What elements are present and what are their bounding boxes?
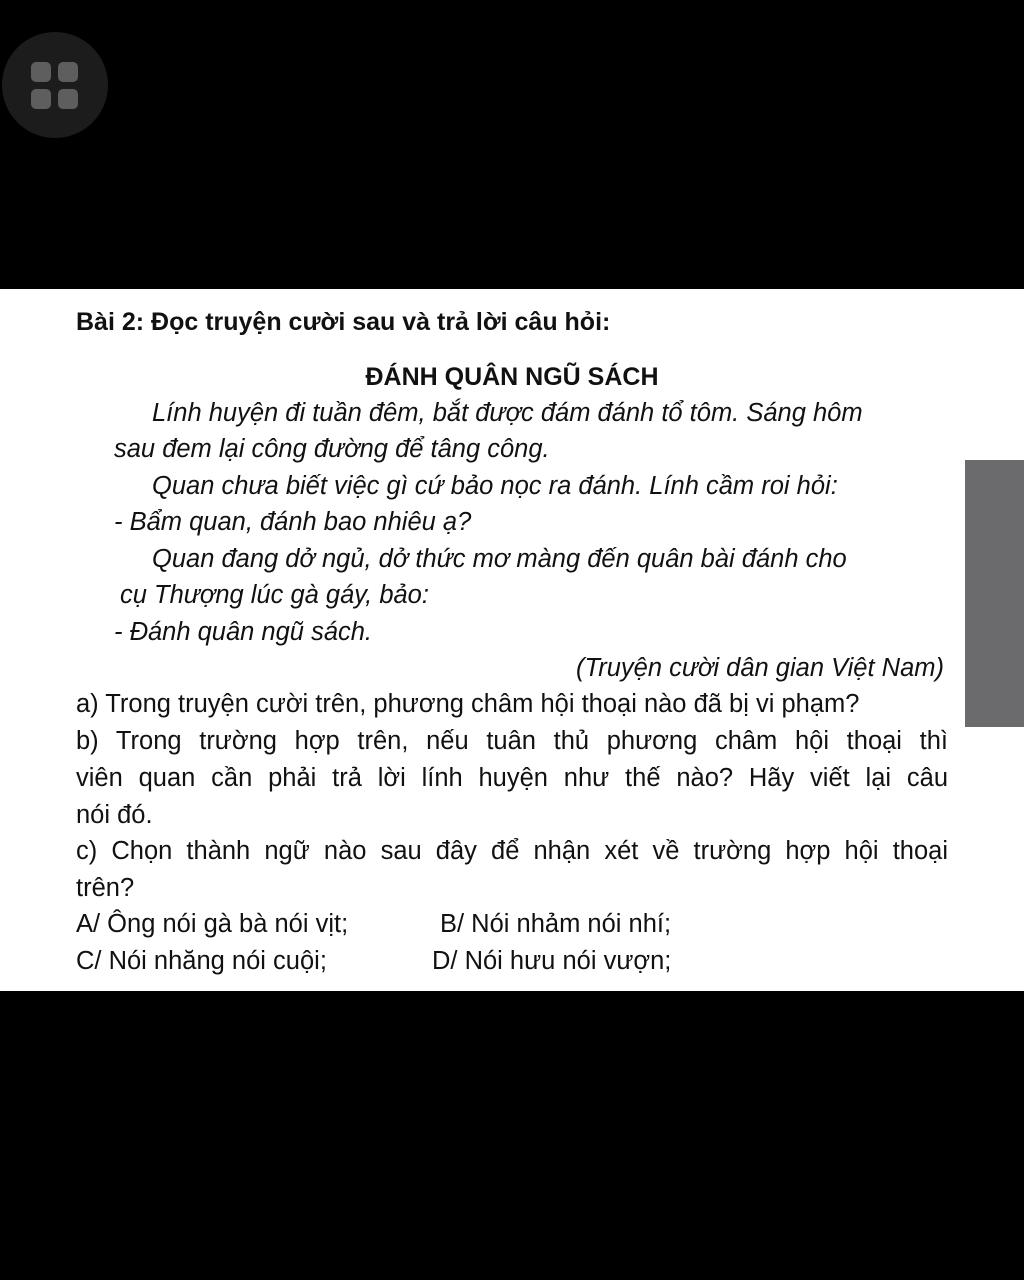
story-line-6: cụ Thượng lúc gà gáy, bảo: [120,581,429,609]
question-b-line-1: b) Trong trường hợp trên, nếu tuân thủ phương châm hội thoại thì [76,727,948,755]
story-line-1: Lính huyện đi tuần đêm, bắt được đám đánh tổ tôm. Sáng hôm [152,399,863,427]
story-source: (Truyện cười dân gian Việt Nam) [576,654,944,682]
option-c: C/ Nói nhăng nói cuội; [76,947,327,975]
question-b-line-2: viên quan cần phải trả lời lính huyện như thế nào? Hãy viết lại câu [76,764,948,792]
question-a: a) Trong truyện cười trên, phương châm hội thoại nào đã bị vi phạm? [76,690,860,718]
story-line-3: Quan chưa biết việc gì cứ bảo nọc ra đánh. Lính cầm roi hỏi: [152,472,838,500]
story-title: ĐÁNH QUÂN NGŨ SÁCH [365,363,659,391]
question-c [76,834,948,871]
exercise-heading: Bài 2: Đọc truyện cười sau và trả lời câu hỏi: [76,308,611,336]
scrollbar-thumb[interactable] [965,460,1024,727]
option-d: D/ Nói hưu nói vượn; [432,947,672,975]
question-b-line-3: nói đó. [76,801,153,829]
document-page [0,289,1024,991]
app-menu-button[interactable] [2,32,108,138]
question-b [76,724,948,798]
option-a: A/ Ông nói gà bà nói vịt; [76,910,349,938]
story-line-5: Quan đang dở ngủ, dở thức mơ màng đến quân bài đánh cho [152,545,847,573]
story-line-7: - Đánh quân ngũ sách. [114,618,373,646]
question-c-line-2: trên? [76,874,135,902]
story-line-2: sau đem lại công đường để tâng công. [114,435,550,463]
story-line-4: - Bẩm quan, đánh bao nhiêu ạ? [114,508,472,536]
question-c-line-1: c) Chọn thành ngữ nào sau đây để nhận xét về trường hợp hội thoại [76,837,948,865]
option-b: B/ Nói nhảm nói nhí; [440,910,672,938]
